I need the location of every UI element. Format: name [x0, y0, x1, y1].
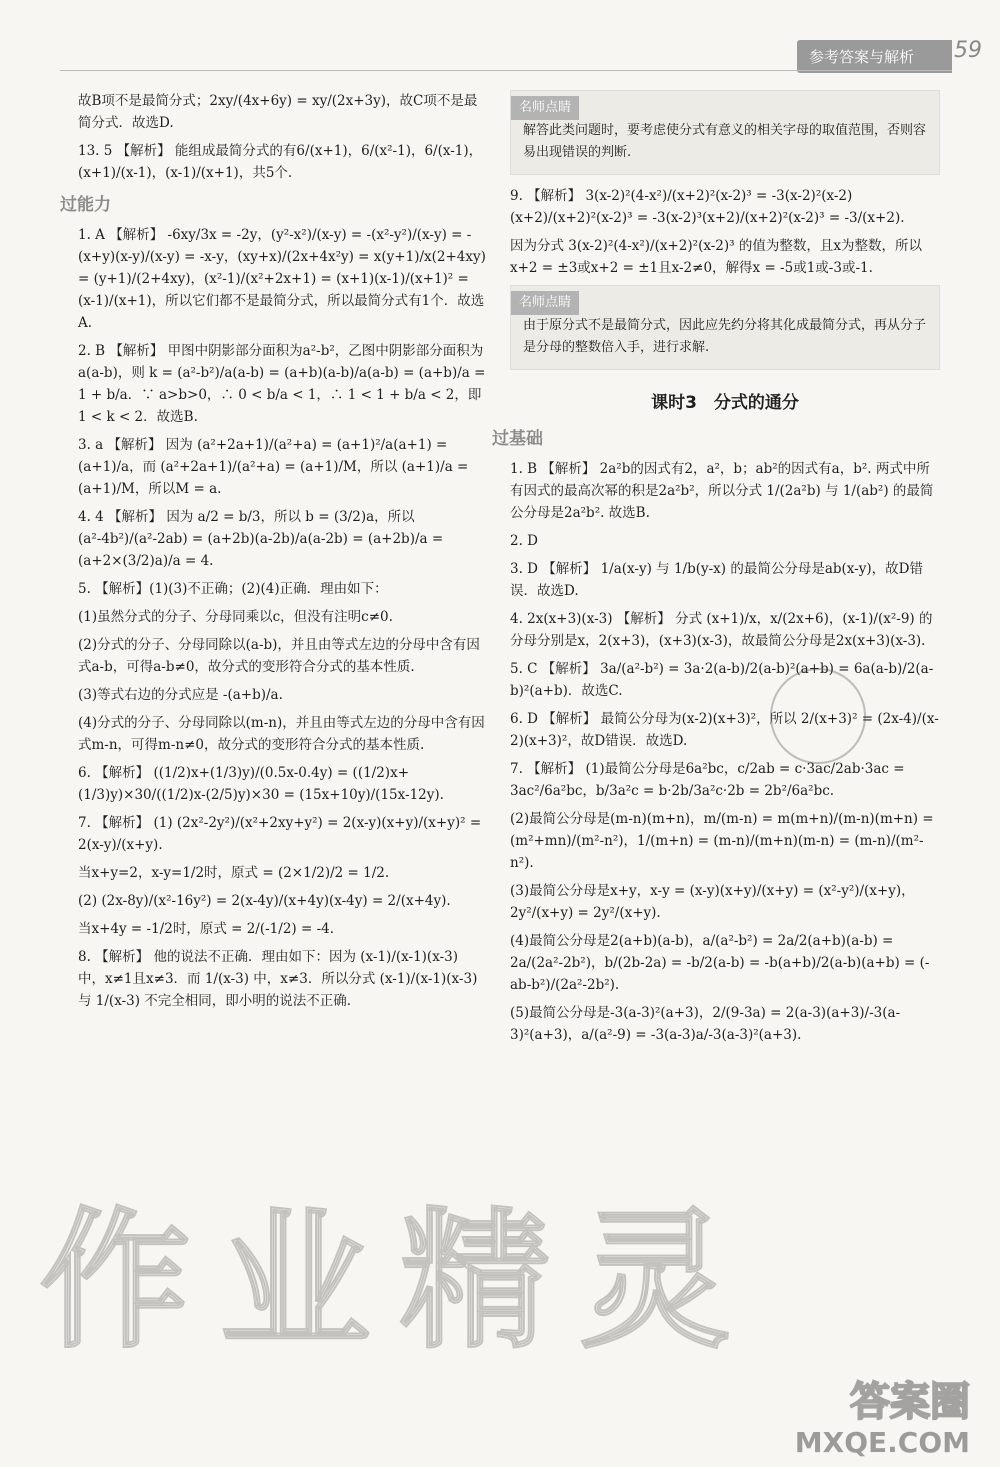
answer-6: 6. 【解析】 ((1/2)x+(1/3)y)/(0.5x-0.4y) = ((1/2)x+(1/3)y)×30/((1/2)x-(2/5)y)×30 = (15x+10y)/(15x-12y).: [78, 765, 444, 803]
answer-text: 故B项不是最简分式；2xy/(4x+6y) = xy/(2x+3y)，故C项不是最简分式．故选D.: [78, 93, 478, 131]
answer-4: 4. 4 【解析】 因为 a/2 = b/3，所以 b = (3/2)a，所以 (a²-4b²)/(a²-2ab) = (a+2b)(a-2b)/a(a-2b) = (a+2b)/a = (a+2×(3/2)a)/a = 4.: [78, 509, 444, 569]
answer-7-2: (2)最简公分母是(m-n)(m+n)，m/(m-n) = m(m+n)/(m-n)(m+n) = (m²+mn)/(m²-n²)，1/(m+n) = (m-n)/(m+n)(m-n) = (m-n)/(m²-n²).: [510, 811, 934, 871]
answer-9: 9. 【解析】 3(x-2)²(4-x²)/(x+2)²(x-2)³ = -3(x-2)²(x-2)(x+2)/(x+2)²(x-2)³ = -3(x-2)³(x+2)/(x+2)²(x-2)³ = -3/(x+2).: [510, 188, 905, 226]
answer-1: 1. B 【解析】 2a²b的因式有2，a²，b；ab²的因式有a，b². 两式中所有因式的最高次幂的积是2a²b²，所以分式 1/(2a²b) 与 1/(ab²) 的最简公分母是2a²b². 故选B.: [510, 461, 934, 521]
answer-5-2: (2)分式的分子、分母同除以(a-b)，并且由等式左边的分母中含有因式a-b，可得a-b≠0，故分式的变形符合分式的基本性质.: [78, 637, 480, 675]
answer-13: 13. 5 【解析】 能组成最简分式的有6/(x+1)，6/(x²-1)，6/(x-1)，(x+1)/(x-1)，(x-1)/(x+1)，共5个.: [78, 143, 483, 181]
page-number: 59: [954, 38, 982, 63]
answer-7-1: 7. 【解析】 (1)最简公分母是6a²bc，c/2ab = c·3ac/2ab·3ac = 3ac²/6a²bc，b/3a²c = b·2b/3a²c·2b = 2b²/6a²bc.: [510, 761, 905, 799]
answer-4: 4. 2x(x+3)(x-3) 【解析】 分式 (x+1)/x，x/(2x+6)，(x-1)/(x²-9) 的分母分别是x，2(x+3)，(x+3)(x-3)，故最简公分母是2x(x+3)(x-3).: [510, 611, 933, 649]
section-tab: 参考答案与解析: [797, 40, 952, 73]
answer-7-3: (3)最简公分母是x+y，x-y = (x-y)(x+y)/(x+y) = (x²-y²)/(x+y)，2y²/(x+y) = 2y²/(x+y).: [510, 883, 915, 921]
answer-7-1-eval: 当x+y=2，x-y=1/2时，原式 = (2×1/2)/2 = 1/2.: [78, 865, 390, 881]
answer-7-5: (5)最简公分母是-3(a-3)²(a+3)，2/(9-3a) = 2(a-3)(a+3)/-3(a-3)²(a+3)，a/(a²-9) = -3(a-3)a/-3(a-3)²(a+3).: [510, 1005, 901, 1043]
lesson-title: 课时3 分式的通分: [651, 393, 799, 413]
answer-1: 1. A 【解析】 -6xy/3x = -2y，(y²-x²)/(x-y) = -(x²-y²)/(x-y) = -(x+y)(x-y)/(x-y) = -x-y，(xy+x)/(2x+4x²y) = x(y+1)/x(2+4xy) = (y+1)/(2+4xy)，(x²-1)/(x²+2x+1) = (x+1)(x-1)/(x+1)² = (x-1)/(x+1)，所以它们都不是最简分式，所以最简分式有1个．故选A.: [78, 227, 486, 331]
big-watermark: 作业精灵: [40, 1195, 761, 1369]
section-heading: 过能力: [60, 195, 111, 215]
answer-9-cont: 因为分式 3(x-2)²(4-x²)/(x+2)²(x-2)³ 的值为整数，且x为整数，所以x+2 = ±3或x+2 = ±1且x-2≠0，解得x = -5或1或-3或-1.: [510, 238, 922, 276]
right-column: [492, 90, 940, 1052]
answer-6: 6. D 【解析】 最简公分母为(x-2)(x+3)²，所以 2/(x+3)² = (2x-4)/(x-2)(x+3)²，故D错误．故选D.: [510, 711, 939, 749]
tip-text: 解答此类问题时，要考虑使分式有意义的相关字母的取值范围，否则容易出现错误的判断.: [523, 123, 927, 160]
answer-5-3: (3)等式右边的分式应是 -(a+b)/a.: [78, 687, 283, 703]
tip-title: 名师点睛: [511, 291, 579, 315]
answer-7-4: (4)最简公分母是2(a+b)(a-b)，a/(a²-b²) = 2a/2(a+b)(a-b) = 2a/(2a²-2b²)，b/(2b-2a) = -b/2(a-b) = -b(a+b)/2(a-b)(a+b) = (-ab-b²)/(2a²-2b²).: [510, 933, 930, 993]
answer-2: 2. D: [510, 533, 538, 549]
answer-2: 2. B 【解析】 甲图中阴影部分面积为a²-b²，乙图中阴影部分面积为a(a-b)，则 k = (a²-b²)/a(a-b) = (a+b)(a-b)/a(a-b) = (a+b)/a = 1 + b/a．∵ a>b>0，∴ 0 < b/a < 1，∴ 1 < 1 + b/a < 2，即1 < k < 2．故选B.: [78, 343, 486, 425]
left-column: [60, 90, 488, 1018]
header-divider: [60, 70, 952, 71]
tip-box: [510, 285, 940, 370]
tip-title: 名师点睛: [511, 96, 579, 120]
answer-7-2: (2) (2x-8y)/(x²-16y²) = 2(x-4y)/(x+4y)(x-4y) = 2/(x+4y).: [78, 893, 451, 909]
answer-5-4: (4)分式的分子、分母同除以(m-n)，并且由等式左边的分母中含有因式m-n，可得m-n≠0，故分式的变形符合分式的基本性质.: [78, 715, 485, 753]
answer-7-1: 7. 【解析】 (1) (2x²-2y²)/(x²+2xy+y²) = 2(x-y)(x+y)/(x+y)² = 2(x-y)/(x+y).: [78, 815, 482, 853]
answer-5: 5. 【解析】(1)(3)不正确；(2)(4)正确．理由如下：: [78, 581, 388, 597]
answer-3: 3. D 【解析】 1/a(x-y) 与 1/b(y-x) 的最简公分母是ab(x-y)，故D错误．故选D.: [510, 561, 923, 599]
answer-5: 5. C 【解析】 3a/(a²-b²) = 3a·2(a-b)/2(a-b)²(a+b) = 6a(a-b)/2(a-b)²(a+b)．故选C.: [510, 661, 934, 699]
answer-8: 8. 【解析】 他的说法不正确．理由如下：因为 (x-1)/(x-1)(x-3) 中，x≠1且x≠3．而 1/(x-3) 中，x≠3．所以分式 (x-1)/(x-1)(x-3) 与 1/(x-3) 不完全相同，即小明的说法不正确.: [78, 949, 478, 1009]
section-heading: 过基础: [492, 429, 543, 449]
answer-3: 3. a 【解析】 因为 (a²+2a+1)/(a²+a) = (a+1)²/a(a+1) = (a+1)/a，而 (a²+2a+1)/(a²+a) = (a+1)/M，所以 (a+1)/a = (a+1)/M，所以M = a.: [78, 437, 469, 497]
tip-box: [510, 90, 940, 175]
logo-watermark: 答案圈: [850, 1379, 970, 1425]
answer-7-2-eval: 当x+4y = -1/2时，原式 = 2/(-1/2) = -4.: [78, 921, 335, 937]
site-watermark: MXQE.COM: [794, 1426, 970, 1459]
tip-text: 由于原分式不是最简分式，因此应先约分将其化成最简分式，再从分子是分母的整数倍入手，进行求解.: [523, 318, 927, 355]
answer-5-1: (1)虽然分式的分子、分母同乘以c，但没有注明c≠0.: [78, 609, 393, 625]
